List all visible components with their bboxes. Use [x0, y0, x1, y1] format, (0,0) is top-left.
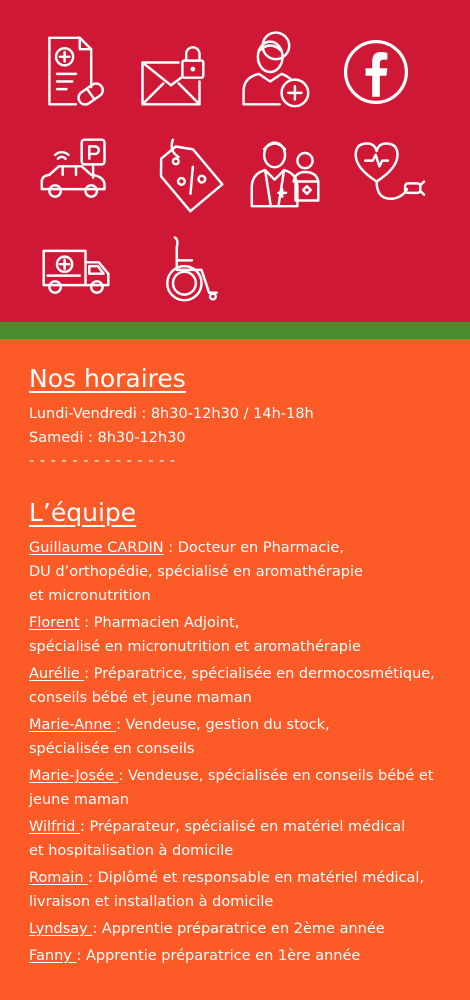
team-member	[29, 764, 459, 812]
member-role: : Préparatrice, spécialisée en dermocosmétique, conseils bébé et jeune maman	[29, 666, 435, 706]
blood-pressure-heart-icon[interactable]	[346, 130, 430, 214]
secure-mail-icon[interactable]	[129, 30, 213, 114]
team-list	[29, 536, 459, 968]
team-member	[29, 662, 459, 710]
member-name: Guillaume CARDIN	[29, 540, 164, 556]
services-panel	[0, 0, 470, 322]
member-name: Aurélie	[29, 666, 85, 682]
facebook-icon[interactable]	[334, 30, 418, 114]
parking-car-icon[interactable]	[34, 130, 118, 214]
hours-weekdays: Lundi-Vendredi : 8h30-12h30 / 14h-18h	[29, 406, 314, 422]
hours-saturday: Samedi : 8h30-12h30	[29, 430, 186, 446]
member-role: : Pharmacien Adjoint, spécialisé en micronutrition et aromathérapie	[29, 615, 361, 655]
hours-list	[29, 402, 459, 450]
member-name: Marie-Anne	[29, 717, 117, 733]
pharmacist-team-icon[interactable]	[244, 130, 328, 214]
member-role: : Préparateur, spécialisé en matériel médical et hospitalisation à domicile	[29, 819, 406, 859]
member-role: : Apprentie préparatrice en 2ème année	[92, 921, 385, 937]
team-member	[29, 611, 459, 659]
member-role: : Docteur en Pharmacie, DU d’orthopédie, spécialisé en aromathérapie et micronutrition	[29, 540, 363, 604]
member-name: Fanny	[29, 948, 77, 964]
member-name: Wilfrid	[29, 819, 80, 835]
member-name: Florent	[29, 615, 80, 631]
medical-delivery-truck-icon[interactable]	[34, 226, 118, 310]
team-member	[29, 866, 459, 914]
wheelchair-icon[interactable]	[150, 226, 234, 310]
discount-tag-icon[interactable]	[146, 132, 230, 216]
member-role: : Vendeuse, spécialisée en conseils bébé et jeune maman	[29, 768, 434, 808]
member-role: : Diplômé et responsable en matériel médical, livraison et installation à domicile	[29, 870, 425, 910]
info-content	[29, 364, 459, 971]
section-divider	[0, 322, 470, 339]
member-role: : Vendeuse, gestion du stock, spécialisée en conseils	[29, 717, 330, 757]
team-member	[29, 713, 459, 761]
team-member	[29, 917, 459, 941]
team-member	[29, 815, 459, 863]
member-role: : Apprentie préparatrice en 1ère année	[76, 948, 361, 964]
member-name: Romain	[29, 870, 89, 886]
prescription-icon[interactable]	[34, 30, 118, 114]
hours-separator: - - - - - - - - - - - - - -	[29, 453, 176, 469]
add-user-icon[interactable]	[232, 30, 316, 114]
team-member	[29, 944, 459, 968]
team-member	[29, 536, 459, 608]
member-name: Marie-Josée	[29, 768, 119, 784]
member-name: Lyndsay	[29, 921, 93, 937]
hours-title: Nos horaires	[29, 364, 186, 393]
team-title: L’équipe	[29, 498, 137, 527]
